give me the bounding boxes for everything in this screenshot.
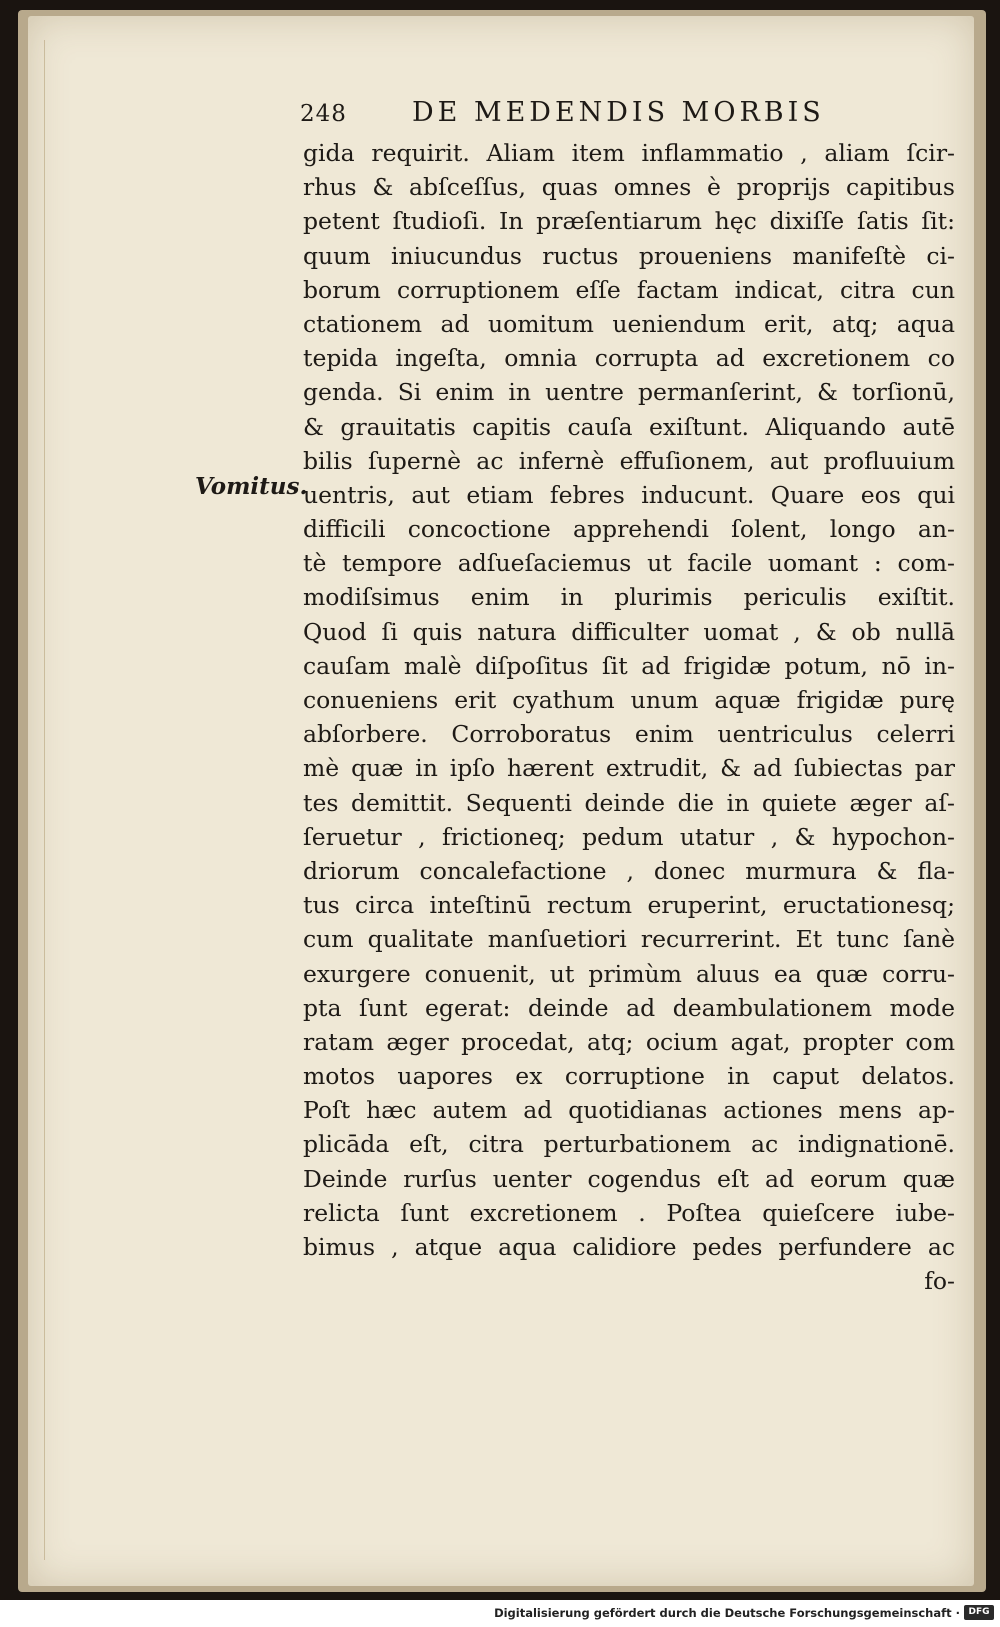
text-line: rhus & abſceſſus, quas omnes è proprijs capitibus — [303, 173, 955, 202]
body-text — [303, 136, 955, 1298]
text-line: driorum concalefactione , donec murmura & fla- — [303, 856, 955, 885]
text-line: mè quæ in ipſo hærent extrudit, & ad ſubiectas par — [303, 754, 955, 783]
text-line: genda. Si enim in uentre permanſerint, & torſionū, — [303, 378, 955, 407]
text-line: tè tempore adſueſaciemus ut facile uomant : com- — [303, 549, 955, 578]
dfg-logo: DFG — [964, 1605, 994, 1620]
marginal-note: Vomitus. — [195, 473, 308, 500]
page-margin-crease — [44, 40, 45, 1560]
text-line: modiſsimus enim in plurimis periculis exiſtit. — [303, 583, 955, 612]
footer-credit: Digitalisierung gefördert durch die Deutsche Forschungsgemeinschaft · — [494, 1606, 960, 1620]
text-line: tes demittit. Sequenti deinde die in quiete æger aſ- — [303, 788, 955, 817]
page-header — [300, 97, 860, 131]
text-line: cauſam malè diſpoſitus ſit ad frigidæ potum, nō in- — [303, 651, 955, 680]
text-line: tepida ingeſta, omnia corrupta ad excretionem co — [303, 344, 955, 373]
text-line: tus circa inteſtinū rectum eruperint, eructationesq; — [303, 891, 955, 920]
text-line: cum qualitate manſuetiori recurrerint. Et tunc ſanè — [303, 925, 955, 954]
text-line: ſeruetur , frictioneq; pedum utatur , & hypochon- — [303, 822, 955, 851]
text-line: exurgere conuenit, ut primùm aluus ea quæ corru- — [303, 959, 955, 988]
text-line: motos uapores ex corruptione in caput delatos. — [303, 1062, 955, 1091]
text-line: Deinde rurſus uenter cogendus eſt ad eorum quæ — [303, 1164, 955, 1193]
text-line: abſorbere. Corroboratus enim uentriculus celerri — [303, 720, 955, 749]
text-line: quum iniucundus ructus proueniens manifeſtè ci- — [303, 241, 955, 270]
text-line: plicāda eſt, citra perturbationem ac indignationē. — [303, 1130, 955, 1159]
text-line: & grauitatis capitis cauſa exiſtunt. Aliquando autē — [303, 412, 955, 441]
text-line: Quod ſi quis natura difficulter uomat , & ob nullā — [303, 617, 955, 646]
text-line: fo- — [924, 1267, 955, 1296]
text-line: bimus , atque aqua calidiore pedes perfundere ac — [303, 1233, 955, 1261]
text-line: petent ſtudioſi. In præſentiarum hęc dixiſſe ſatis ſit: — [303, 207, 955, 236]
digitization-footer — [0, 1600, 1000, 1627]
text-line: ctationem ad uomitum ueniendum erit, atq; aqua — [303, 309, 955, 338]
text-line: borum corruptionem eſſe factam indicat, citra cun — [303, 275, 955, 304]
text-line: bilis ſupernè ac infernè effuſionem, aut profluuium — [303, 446, 955, 475]
text-line: pta ſunt egerat: deinde ad deambulationem mode — [303, 993, 955, 1022]
text-line: relicta ſunt excretionem . Poſtea quieſcere iube- — [303, 1198, 955, 1227]
text-line: Poſt hæc autem ad quotidianas actiones mens ap- — [303, 1096, 955, 1125]
text-line: ratam æger procedat, atq; ocium agat, propter com — [303, 1027, 955, 1056]
folio-number: 248 — [300, 101, 347, 127]
running-title: DE MEDENDIS MORBIS — [412, 97, 825, 128]
text-line: difficili concoctione apprehendi ſolent, longo an- — [303, 515, 955, 544]
text-line: uentris, aut etiam febres inducunt. Quare eos qui — [303, 480, 955, 509]
text-line: conueniens erit cyathum unum aquæ frigidæ purę — [303, 686, 955, 714]
text-line: gida requirit. Aliam item inflammatio , aliam ſcir- — [303, 139, 955, 167]
